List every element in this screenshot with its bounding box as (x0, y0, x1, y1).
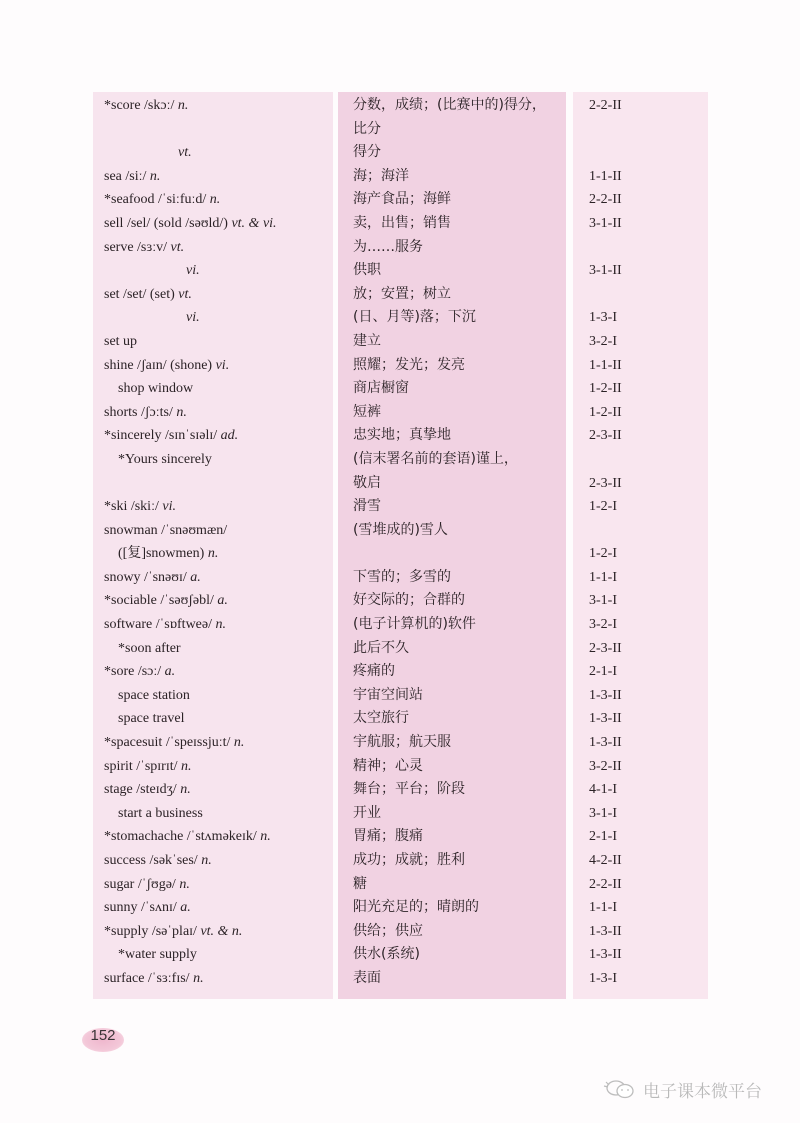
table-row (0, 660, 800, 684)
part-of-speech: n. (179, 876, 190, 892)
unit-reference: 2-1-I (589, 829, 617, 845)
word-headword: *spacesuit /ˈspeɪssjuːt/ (104, 735, 231, 751)
word-entry (104, 731, 244, 755)
chinese-meaning: 海产食品；海鲜 (353, 191, 451, 208)
word-entry (104, 778, 191, 802)
word-entry (118, 684, 190, 708)
table-row (0, 519, 800, 543)
part-of-speech: vt. & vi. (231, 215, 277, 231)
part-of-speech: vi. (162, 499, 176, 515)
chinese-meaning: 建立 (353, 332, 381, 349)
word-entry (104, 94, 188, 118)
word-entry (104, 896, 191, 920)
word-entry (104, 660, 175, 684)
table-row (0, 873, 800, 897)
table-row (0, 118, 800, 142)
table-row (0, 707, 800, 731)
word-entry (104, 613, 226, 637)
word-entry (104, 495, 176, 519)
word-headword: surface /ˈsɜːfɪs/ (104, 970, 190, 986)
unit-reference: 1-2-II (589, 381, 622, 397)
part-of-speech: n. (149, 168, 161, 184)
word-entry (104, 354, 229, 378)
part-of-speech: vt. (178, 286, 192, 302)
part-of-speech: a. (164, 664, 176, 680)
unit-reference: 1-1-I (589, 569, 617, 585)
part-of-speech: n. (201, 853, 212, 868)
table-row (0, 377, 800, 401)
part-of-speech: n. (180, 782, 191, 798)
chinese-meaning: 照耀；发光；发亮 (353, 356, 465, 373)
part-of-speech: vi. (186, 310, 200, 326)
table-row (0, 472, 800, 496)
unit-reference: 1-3-II (589, 687, 622, 703)
chinese-meaning: 宇宙空间站 (353, 686, 423, 703)
unit-reference: 2-1-I (589, 664, 617, 680)
word-headword: *sincerely /sɪnˈsɪəlɪ/ (104, 428, 218, 444)
table-row (0, 920, 800, 944)
unit-reference: 1-2-I (589, 546, 617, 562)
unit-reference: 1-3-I (589, 310, 617, 326)
unit-reference: 1-2-I (589, 499, 617, 515)
word-entry (118, 943, 197, 967)
chinese-meaning: 好交际的；合群的 (353, 592, 465, 609)
table-row (0, 94, 800, 118)
part-of-speech: n. (207, 546, 219, 562)
unit-reference: 2-2-II (589, 876, 622, 892)
unit-reference: 1-1-II (589, 357, 622, 373)
word-headword: *soon after (118, 640, 181, 656)
unit-reference: 4-1-I (589, 782, 617, 798)
part-of-speech: a. (217, 593, 228, 609)
word-headword: sell /sel/ (sold /səʊld/) (104, 215, 228, 231)
word-headword: *sore /sɔː/ (104, 664, 162, 680)
word-entry (118, 802, 203, 826)
unit-reference: 1-3-II (589, 735, 622, 751)
word-headword: snowy /ˈsnəʊɪ/ (104, 569, 187, 585)
word-headword: success /səkˈses/ (104, 853, 198, 868)
word-entry (104, 967, 204, 991)
word-entry (178, 141, 192, 165)
chinese-meaning: 供职 (353, 262, 381, 279)
table-row (0, 165, 800, 189)
part-of-speech: n. (260, 829, 271, 845)
chinese-meaning: 分数，成绩；(比赛中的)得分， (353, 97, 546, 113)
table-row (0, 401, 800, 425)
chinese-meaning: 供水(系统) (353, 946, 420, 963)
word-entry (104, 920, 242, 944)
table-row (0, 896, 800, 920)
word-headword: *ski /skiː/ (104, 499, 159, 515)
word-entry (104, 401, 187, 425)
chinese-meaning: 成功；成就；胜利 (353, 852, 465, 868)
page-number: 152 (82, 1028, 124, 1052)
part-of-speech: vi. (215, 357, 230, 373)
chinese-meaning: 短裤 (353, 403, 381, 420)
word-headword: spirit /ˈspɪrɪt/ (104, 758, 178, 774)
word-entry (104, 165, 160, 189)
table-row (0, 354, 800, 378)
table-row (0, 212, 800, 236)
watermark (603, 1076, 762, 1102)
chinese-meaning: 敬启 (353, 474, 381, 491)
chinese-meaning: 为……服务 (353, 238, 423, 255)
part-of-speech: n. (215, 617, 227, 633)
part-of-speech: vt. & n. (200, 923, 243, 939)
table-row (0, 613, 800, 637)
word-entry (118, 637, 181, 661)
word-entry (118, 377, 193, 401)
word-headword: sea /siː/ (104, 168, 147, 184)
unit-reference: 1-3-II (589, 947, 622, 963)
table-row (0, 495, 800, 519)
word-entry (186, 259, 200, 283)
part-of-speech: a. (190, 569, 201, 585)
unit-reference: 3-2-I (589, 617, 617, 633)
part-of-speech: vt. (170, 239, 185, 255)
table-row (0, 236, 800, 260)
unit-reference: 1-3-I (589, 970, 617, 986)
table-row (0, 448, 800, 472)
unit-reference: 1-3-II (589, 923, 622, 939)
table-row (0, 943, 800, 967)
table-row (0, 566, 800, 590)
part-of-speech: vi. (186, 263, 200, 279)
unit-reference: 3-1-II (589, 263, 622, 279)
word-entry (104, 283, 192, 307)
table-row (0, 542, 800, 566)
word-headword: *stomachache /ˈstʌməkeɪk/ (104, 829, 257, 845)
word-entry (104, 212, 277, 236)
chinese-meaning: 舞台；平台；阶段 (353, 781, 465, 798)
unit-reference: 1-2-II (589, 404, 622, 420)
chinese-meaning: 胃痛；腹痛 (353, 828, 423, 845)
table-row (0, 141, 800, 165)
table-row (0, 825, 800, 849)
word-headword: stage /steɪdʒ/ (104, 782, 177, 798)
chinese-meaning: 糖 (353, 875, 367, 892)
word-headword: snowman /ˈsnəʊmæn/ (104, 522, 228, 538)
word-entry (104, 236, 184, 260)
word-entry (104, 519, 227, 543)
word-entry (104, 424, 238, 448)
table-row (0, 424, 800, 448)
word-entry (104, 825, 271, 849)
chinese-meaning: (电子计算机的)软件 (353, 616, 476, 633)
word-entry (104, 188, 220, 212)
word-headword: space station (118, 687, 190, 703)
chinese-meaning: 宇航服；航天服 (353, 734, 451, 751)
word-entry (104, 330, 137, 354)
chinese-meaning: 卖，出售；销售 (353, 214, 451, 231)
word-headword: *seafood /ˈsiːfuːd/ (104, 192, 207, 208)
chinese-meaning: 阳光充足的；晴朗的 (353, 899, 479, 916)
table-row (0, 802, 800, 826)
unit-reference: 2-2-II (589, 98, 622, 113)
part-of-speech: ad. (220, 428, 239, 444)
chinese-meaning: 此后不久 (353, 639, 409, 656)
chinese-meaning: 比分 (353, 120, 381, 137)
table-row (0, 259, 800, 283)
word-headword: start a business (118, 805, 203, 821)
chinese-meaning: 海；海洋 (353, 167, 409, 184)
unit-reference: 4-2-II (589, 853, 622, 868)
chinese-meaning: (雪堆成的)雪人 (353, 521, 448, 538)
word-headword: set up (104, 333, 138, 349)
table-row (0, 330, 800, 354)
table-row (0, 589, 800, 613)
chinese-meaning: 滑雪 (353, 498, 381, 515)
chinese-meaning: (信末署名前的套语)谨上， (353, 450, 518, 467)
watermark-text: 电子课本微平台 (643, 1081, 762, 1102)
chinese-meaning: 精神；心灵 (353, 757, 423, 774)
part-of-speech: n. (181, 758, 192, 774)
unit-reference: 3-1-II (589, 215, 622, 231)
word-headword: sunny /ˈsʌnɪ/ (104, 900, 177, 916)
chinese-meaning: 开业 (353, 804, 381, 821)
unit-reference: 3-1-I (589, 805, 617, 821)
unit-reference: 1-1-I (589, 900, 617, 916)
part-of-speech: n. (176, 404, 187, 420)
chinese-meaning: 商店橱窗 (353, 380, 409, 397)
word-headword: space travel (118, 711, 185, 727)
word-headword: sugar /ˈʃʊgə/ (104, 876, 176, 892)
word-headword: serve /sɜːv/ (104, 239, 168, 255)
part-of-speech: n. (233, 735, 245, 751)
part-of-speech: n. (209, 192, 221, 208)
part-of-speech: n. (193, 970, 204, 986)
chinese-meaning: 供给；供应 (353, 922, 423, 939)
unit-reference: 2-3-II (589, 640, 622, 656)
table-row (0, 778, 800, 802)
word-entry (104, 849, 212, 873)
table-row (0, 306, 800, 330)
table-row (0, 188, 800, 212)
unit-reference: 3-2-I (589, 333, 617, 349)
table-row (0, 731, 800, 755)
unit-reference: 2-3-II (589, 428, 622, 444)
word-entry (118, 542, 218, 566)
vocabulary-table (0, 94, 800, 991)
word-headword: *score /skɔː/ (104, 98, 175, 113)
table-row (0, 684, 800, 708)
part-of-speech: a. (180, 900, 191, 916)
chinese-meaning: 表面 (353, 969, 381, 986)
unit-reference: 2-2-II (589, 192, 622, 208)
word-headword: set /set/ (set) (104, 286, 175, 302)
word-headword: software /ˈsɒftweə/ (104, 617, 213, 633)
chinese-meaning: 下雪的；多雪的 (353, 568, 451, 585)
part-of-speech: vt. (178, 145, 192, 161)
word-headword: *supply /səˈplaɪ/ (104, 923, 197, 939)
chinese-meaning: 忠实地；真挚地 (353, 427, 451, 444)
word-headword: *sociable /ˈsəʊʃəbl/ (104, 593, 214, 609)
word-entry (104, 755, 192, 779)
chinese-meaning: 疼痛的 (353, 663, 395, 680)
chinese-meaning: 放；安置；树立 (353, 285, 451, 302)
word-entry (104, 566, 201, 590)
chinese-meaning: 得分 (353, 144, 381, 161)
wechat-icon (603, 1078, 637, 1100)
word-entry (186, 306, 200, 330)
word-headword: *water supply (118, 947, 197, 963)
unit-reference: 1-3-II (589, 711, 622, 727)
word-headword: *Yours sincerely (118, 451, 212, 467)
word-headword: ([复]snowmen) (118, 546, 205, 562)
table-row (0, 755, 800, 779)
word-entry (104, 873, 190, 897)
chinese-meaning: (日、月等)落；下沉 (353, 309, 476, 326)
unit-reference: 3-1-I (589, 593, 617, 609)
word-entry (118, 707, 184, 731)
table-row (0, 637, 800, 661)
word-headword: shine /ʃaɪn/ (shone) (104, 357, 213, 373)
word-headword: shorts /ʃɔːts/ (104, 404, 173, 420)
unit-reference: 2-3-II (589, 475, 622, 491)
table-row (0, 849, 800, 873)
unit-reference: 3-2-II (589, 758, 622, 774)
word-headword: shop window (118, 381, 194, 397)
word-entry (118, 448, 212, 472)
word-entry (104, 589, 228, 613)
part-of-speech: n. (177, 98, 189, 113)
table-row (0, 967, 800, 991)
unit-reference: 1-1-II (589, 168, 622, 184)
table-row (0, 283, 800, 307)
chinese-meaning: 太空旅行 (353, 710, 409, 727)
